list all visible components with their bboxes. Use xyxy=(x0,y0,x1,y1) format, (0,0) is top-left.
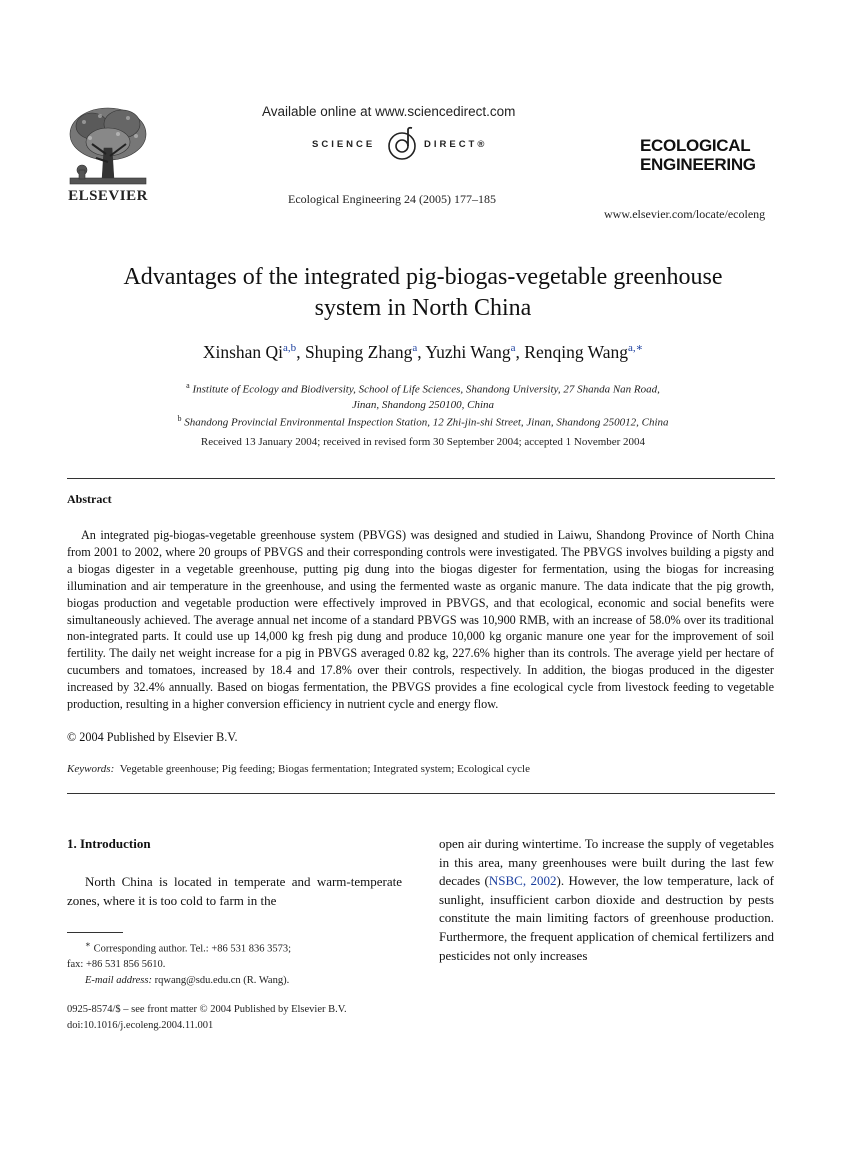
front-matter-doi[interactable]: doi:10.1016/j.ecoleng.2004.11.001 xyxy=(67,1019,214,1031)
divider-bottom xyxy=(67,793,775,794)
author-name: Renqing Wang xyxy=(524,341,629,362)
footnote-email[interactable]: rqwang@sdu.edu.cn (R. Wang). xyxy=(154,974,290,986)
journal-url[interactable]: www.elsevier.com/locate/ecoleng xyxy=(604,207,766,221)
intro-paragraph-left: North China is located in temperate and warm-temperate zones, where it is too cold to farm in the xyxy=(67,874,402,908)
intro-right-text-1: open air during wintertime. To increase the supply of vegetables in this area, many greenhouses were built during the last few decades ( xyxy=(439,836,774,889)
footnote-corresponding: Corresponding author. Tel.: +86 531 836 3573; xyxy=(93,943,292,955)
affiliation-b xyxy=(68,411,778,431)
sd-logo-left: SCIENCE xyxy=(312,139,376,150)
article-title xyxy=(68,262,778,324)
affiliation-a-mark: a xyxy=(186,381,190,390)
keywords-label: Keywords: xyxy=(67,763,115,775)
front-matter xyxy=(67,1002,347,1033)
author-separator: , xyxy=(515,341,525,362)
elsevier-tree-icon xyxy=(62,104,154,188)
title-line-2: system in North China xyxy=(314,295,532,321)
footnote xyxy=(67,937,407,988)
publisher-name: ELSEVIER xyxy=(68,188,148,204)
available-online-text[interactable]: Available online at www.sciencedirect.com xyxy=(262,104,516,119)
elsevier-logo xyxy=(62,104,154,208)
journal-name xyxy=(640,136,780,174)
citation-link-nsbc[interactable]: NSBC, 2002 xyxy=(488,873,557,889)
author-name: Shuping Zhang xyxy=(304,341,413,362)
author-list xyxy=(68,341,778,363)
sd-logo-right: DIRECT® xyxy=(424,139,488,150)
intro-right-text-2: ). However, the low temperature, lack of sunlight, insufficient carbon dioxide and destruction by pests constitute the main limiting factors of greenhouse production. Furthermore, the frequent application of chemical fertilizers and pesticides not only increases xyxy=(439,873,775,963)
author-affiliation-mark[interactable]: a,b xyxy=(283,342,297,354)
journal-name-line2: ENGINEERING xyxy=(640,155,756,174)
title-line-1: Advantages of the integrated pig-biogas-vegetable greenhouse xyxy=(123,264,723,290)
author-affiliation-mark[interactable]: a,∗ xyxy=(628,342,644,354)
journal-citation: Ecological Engineering 24 (2005) 177–185 xyxy=(288,192,496,206)
divider-top xyxy=(67,478,775,479)
author-separator: , xyxy=(417,341,426,362)
author-affiliation-mark[interactable]: a xyxy=(510,342,516,354)
footnote-fax: fax: +86 531 856 5610. xyxy=(67,959,166,970)
section-heading-introduction: 1. Introduction xyxy=(67,836,151,851)
affiliation-a-line1: Institute of Ecology and Biodiversity, School of Life Sciences, Shandong University, 27 Shanda Nan Road, xyxy=(192,383,660,396)
author-name: Xinshan Qi xyxy=(202,341,284,362)
author-separator: , xyxy=(296,341,305,362)
intro-paragraph-right xyxy=(439,835,774,965)
affiliation-a-line2: Jinan, Shandong 250100, China xyxy=(351,399,495,412)
abstract-copyright: © 2004 Published by Elsevier B.V. xyxy=(67,730,238,744)
sciencedirect-d-icon xyxy=(384,126,424,162)
abstract-body: An integrated pig-biogas-vegetable greenhouse system (PBVGS) was designed and studied in Laiwu, Shandong Province of North China from 2001 to 2002, where 20 groups of PBVGS and their corresponding controls were investigated. The PBVGS involves building a pigsty and a biogas digester in a vegetable greenhouse, putting pig dung into the biogas digester for fermentation, using the biogas for increasing illumination and air temperature in the greenhouse, and using the fermented waste as organic manure. The data indicate that the pig growth, biogas production and vegetable production were effectively improved in PBVGS, and that ecological, economic and social benefits were simultaneously achieved. The average annual net income of a standard PBVGS was 10,900 RMB, with an increase of 58.0% over its traditional non-integrated parts. It could use up 14,000 kg fresh pig dung and produce 10,000 kg organic manure one year for the improvement of soil fertility. The daily net weight increase for a pig in PBVGS averaged 0.82 kg, 227.6% higher than its controls. The average yield per hectare of cucumbers and tomatoes, increased by 18.4 and 17.8% over their controls, respectively. In addition, the biogas produced in the digester increased by 32.4% annually. Based on biogas fermentation, the PBVGS provides a fine ecological cycle from livestock feeding to vegetable production, resulting in a higher conversion efficiency in nutrient cycle and energy flow. xyxy=(67,528,774,712)
footnote-rule xyxy=(67,932,123,933)
author-affiliation-mark[interactable]: a xyxy=(412,342,418,354)
keywords xyxy=(67,763,530,775)
footnote-email-label: E-mail address: xyxy=(85,974,152,986)
journal-name-line1: ECOLOGICAL xyxy=(640,136,751,155)
footnote-star: ∗ xyxy=(85,939,91,949)
abstract-heading: Abstract xyxy=(67,492,112,506)
author-name: Yuzhi Wang xyxy=(425,341,511,362)
affiliation-b-text: Shandong Provincial Environmental Inspection Station, 12 Zhi-jin-shi Street, Jinan, Shandong 250012, China xyxy=(184,416,669,429)
keywords-list: Vegetable greenhouse; Pig feeding; Biogas fermentation; Integrated system; Ecological cycle xyxy=(119,763,530,775)
sciencedirect-logo xyxy=(304,126,504,162)
received-dates: Received 13 January 2004; received in revised form 30 September 2004; accepted 1 November 2004 xyxy=(200,436,646,448)
front-matter-issn: 0925-8574/$ – see front matter © 2004 Published by Elsevier B.V. xyxy=(67,1004,347,1015)
affiliation-a xyxy=(68,378,778,414)
affiliation-b-mark: b xyxy=(177,414,182,423)
